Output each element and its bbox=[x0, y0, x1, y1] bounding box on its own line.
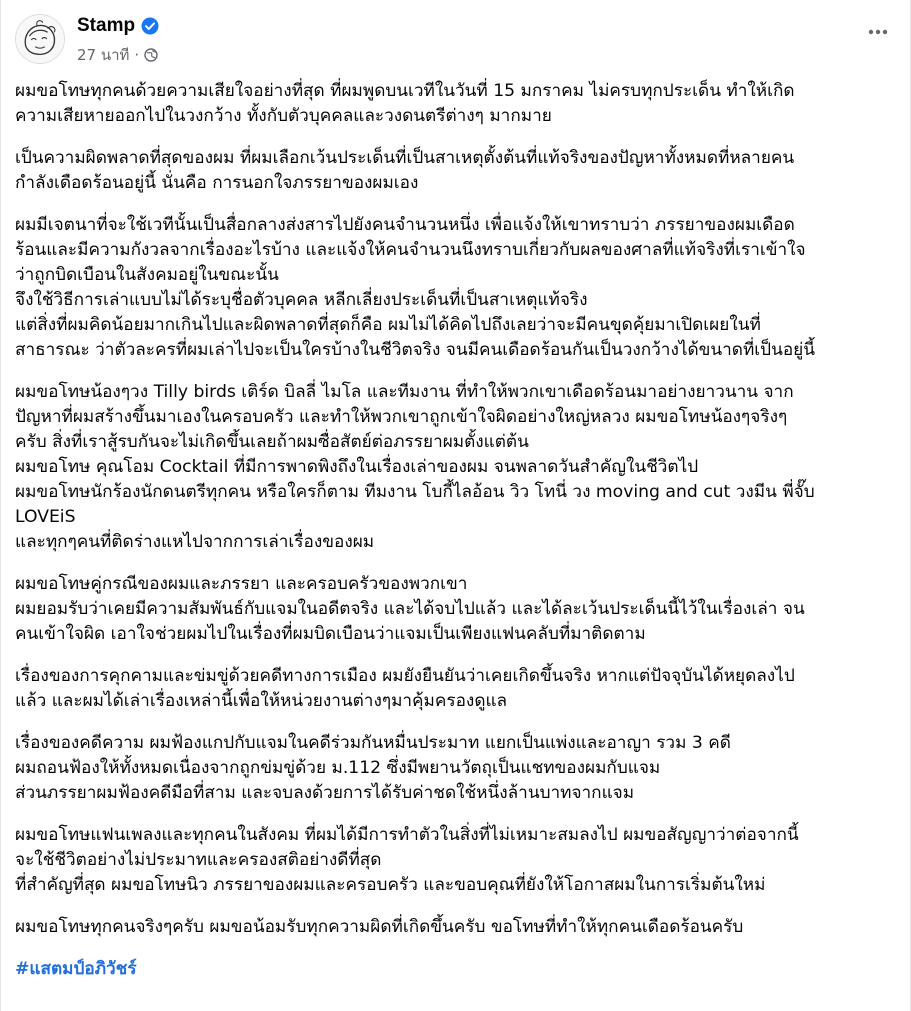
post-text-line: ความเสียหายออกไปในวงกว้าง ทั้งกับตัวบุคคลและวงดนตรีต่างๆ มากมาย bbox=[15, 106, 552, 126]
post-text-line: ร้อนและมีความกังวลจากเรื่องอะไรบ้าง และแจ้งให้คนจำนวนนึงทราบเกี่ยวกับผลของศาลที่แท้จริงที่เราเข้าใจ bbox=[15, 240, 806, 260]
post-paragraph bbox=[15, 213, 899, 363]
post-text-line: จึงใช้วิธีการเล่าแบบไม่ได้ระบุชื่อตัวบุคคล หลีกเลี่ยงประเด็นที่เป็นสาเหตุแท้จริง bbox=[15, 290, 588, 310]
post-paragraph bbox=[15, 146, 899, 196]
post-text-line: ผมยอมรับว่าเคยมีความสัมพันธ์กับแจมในอดีตจริง และได้จบไปแล้ว และได้ละเว้นประเด็นนี้ไว้ในเรื่องเล่า จน bbox=[15, 599, 805, 619]
post-paragraph bbox=[15, 823, 899, 898]
post-paragraph bbox=[15, 664, 899, 714]
post-paragraph bbox=[15, 731, 899, 806]
post-text-line: กำลังเดือดร้อนอยู่นี้ นั่นคือ การนอกใจภรรยาของผมเอง bbox=[15, 173, 419, 193]
post-text-line: ผมมีเจตนาที่จะใช้เวทีนั้นเป็นสื่อกลางส่งสารไปยังคนจำนวนหนึ่ง เพื่อแจ้งให้เขาทราบว่า ภรรยาของผมเดือด bbox=[15, 215, 795, 235]
post-paragraph bbox=[15, 79, 899, 129]
post-text-line: ผมขอโทษทุกคนด้วยความเสียใจอย่างที่สุด ที่ผมพูดบนเวทีในวันที่ 15 มกราคม ไม่ครบทุกประเด็น ทำให้เกิด bbox=[15, 81, 795, 101]
post-text-line: ผมขอโทษทุกคนจริงๆครับ ผมขอน้อมรับทุกความผิดที่เกิดขึ้นครับ ขอโทษที่ทำให้ทุกคนเดือดร้อนครับ bbox=[15, 917, 744, 937]
post-text-line: แล้ว และผมได้เล่าเรื่องเหล่านี้เพื่อให้หน่วยงานต่างๆมาคุ้มครองดูแล bbox=[15, 691, 508, 711]
author-row bbox=[77, 15, 159, 37]
post-text-line: ที่สำคัญที่สุด ผมขอโทษนิว ภรรยาของผมและครอบครัว และขอบคุณที่ยังให้โอกาสผมในการเริ่มต้นใหม่ bbox=[15, 875, 766, 895]
post-text-line: ผมถอนฟ้องให้ทั้งหมดเนื่องจากถูกข่มขู่ด้วย ม.112 ซึ่งมีพยานวัตถุเป็นแชทของผมกับแจม bbox=[15, 758, 661, 778]
post-text-line: ผมขอโทษคู่กรณีของผมและภรรยา และครอบครัวของพวกเขา bbox=[15, 574, 468, 594]
post-timestamp[interactable]: 27 นาที bbox=[77, 46, 130, 64]
meta-separator: · bbox=[134, 46, 140, 64]
post-text-line: ครับ สิ่งที่เราสู้รบกันจะไม่เกิดขึ้นเลยถ้าผมซื่อสัตย์ต่อภรรยาผมตั้งแต่ต้น bbox=[15, 432, 529, 452]
post-header bbox=[15, 12, 896, 68]
author-block bbox=[77, 15, 159, 67]
post-text-line: ผมขอโทษนักร้องนักดนตรีทุกคน หรือใครก็ตาม ทีมงาน โบกี้ไลอ้อน วิว โทนี่ วง moving and cut วงมีน พี่จั๊บ bbox=[15, 482, 815, 502]
more-options-button[interactable] bbox=[860, 14, 896, 50]
post-text-line: จะใช้ชีวิตอย่างไม่ประมาทและครองสติอย่างดีที่สุด bbox=[15, 850, 382, 870]
post-text-line: ส่วนภรรยาผมฟ้องคดีมือที่สาม และจบลงด้วยการได้รับค่าชดใช้หนึ่งล้านบาทจากแจม bbox=[15, 783, 635, 803]
post-paragraph bbox=[15, 380, 899, 555]
author-avatar[interactable] bbox=[15, 14, 65, 64]
post-text-line: LOVEiS bbox=[15, 507, 76, 527]
post-meta bbox=[77, 43, 159, 67]
post-paragraph bbox=[15, 572, 899, 647]
post-text-line: ปัญหาที่ผมสร้างขึ้นมาเองในครอบครัว และทำให้พวกเขาถูกเข้าใจผิดอย่างใหญ่หลวง ผมขอโทษน้องๆจริงๆ bbox=[15, 407, 788, 427]
post-text-line: ผมขอโทษน้องๆวง Tilly birds เติร์ด บิลลี่ ไมโล และทีมงาน ที่ทำให้พวกเขาเดือดร้อนมาอย่างยาวนาน จาก bbox=[15, 382, 794, 402]
post-text-line: คนเข้าใจผิด เอาใจช่วยผมไปในเรื่องที่ผมบิดเบือนว่าแจมเป็นเพียงแฟนคลับที่มาติดตาม bbox=[15, 624, 646, 644]
post-text-line: เป็นความผิดพลาดที่สุดของผม ที่ผมเลือกเว้นประเด็นที่เป็นสาเหตุตั้งต้นที่แท้จริงของปัญหาทั้งหมดที่หลายคน bbox=[15, 148, 795, 168]
globe-icon[interactable] bbox=[144, 48, 158, 62]
more-horizontal-icon bbox=[867, 21, 889, 43]
avatar-illustration bbox=[16, 15, 64, 63]
post-text-line: สาธารณะ ว่าตัวละครที่ผมเล่าไปจะเป็นใครบ้างในชีวิตจริง จนมีคนเดือดร้อนกันเป็นวงกว้างได้ขนาดที่เป็นอยู่นี้ bbox=[15, 340, 815, 360]
post-text-line: แต่สิ่งที่ผมคิดน้อยมากเกินไปและผิดพลาดที่สุดก็คือ ผมไม่ได้คิดไปถึงเลยว่าจะมีคนขุดคุ้ยมาเปิดเผยในที่ bbox=[15, 315, 761, 335]
hashtag-link[interactable]: #แสตมป์อภิวัชร์ bbox=[15, 959, 137, 979]
post-text-line: เรื่องของการคุกคามและข่มขู่ด้วยคดีทางการเมือง ผมยังยืนยันว่าเคยเกิดขึ้นจริง หากแต่ปัจจุบันได้หยุดลงไป bbox=[15, 666, 795, 686]
post-body bbox=[15, 79, 899, 982]
post-paragraph bbox=[15, 915, 899, 940]
post-text-line: ผมขอโทษแฟนเพลงและทุกคนในสังคม ที่ผมได้มีการทำตัวในสิ่งที่ไม่เหมาะสมลงไป ผมขอสัญญาว่าต่อจากนี้ bbox=[15, 825, 799, 845]
post-text-line: เรื่องของคดีความ ผมฟ้องแกปกับแจมในคดีร่วมกันหมื่นประมาท แยกเป็นแพ่งและอาญา รวม 3 คดี bbox=[15, 733, 731, 753]
verified-badge-icon bbox=[141, 17, 159, 35]
post-text-line: ว่าถูกบิดเบือนในสังคมอยู่ในขณะนั้น bbox=[15, 265, 279, 285]
author-name[interactable]: Stamp bbox=[77, 15, 136, 36]
post-text-line: และทุกๆคนที่ติดร่างแหไปจากการเล่าเรื่องของผม bbox=[15, 532, 375, 552]
post-text-line: ผมขอโทษ คุณโอม Cocktail ที่มีการพาดพิงถึงในเรื่องเล่าของผม จนพลาดวันสำคัญในชีวิตไป bbox=[15, 457, 699, 477]
